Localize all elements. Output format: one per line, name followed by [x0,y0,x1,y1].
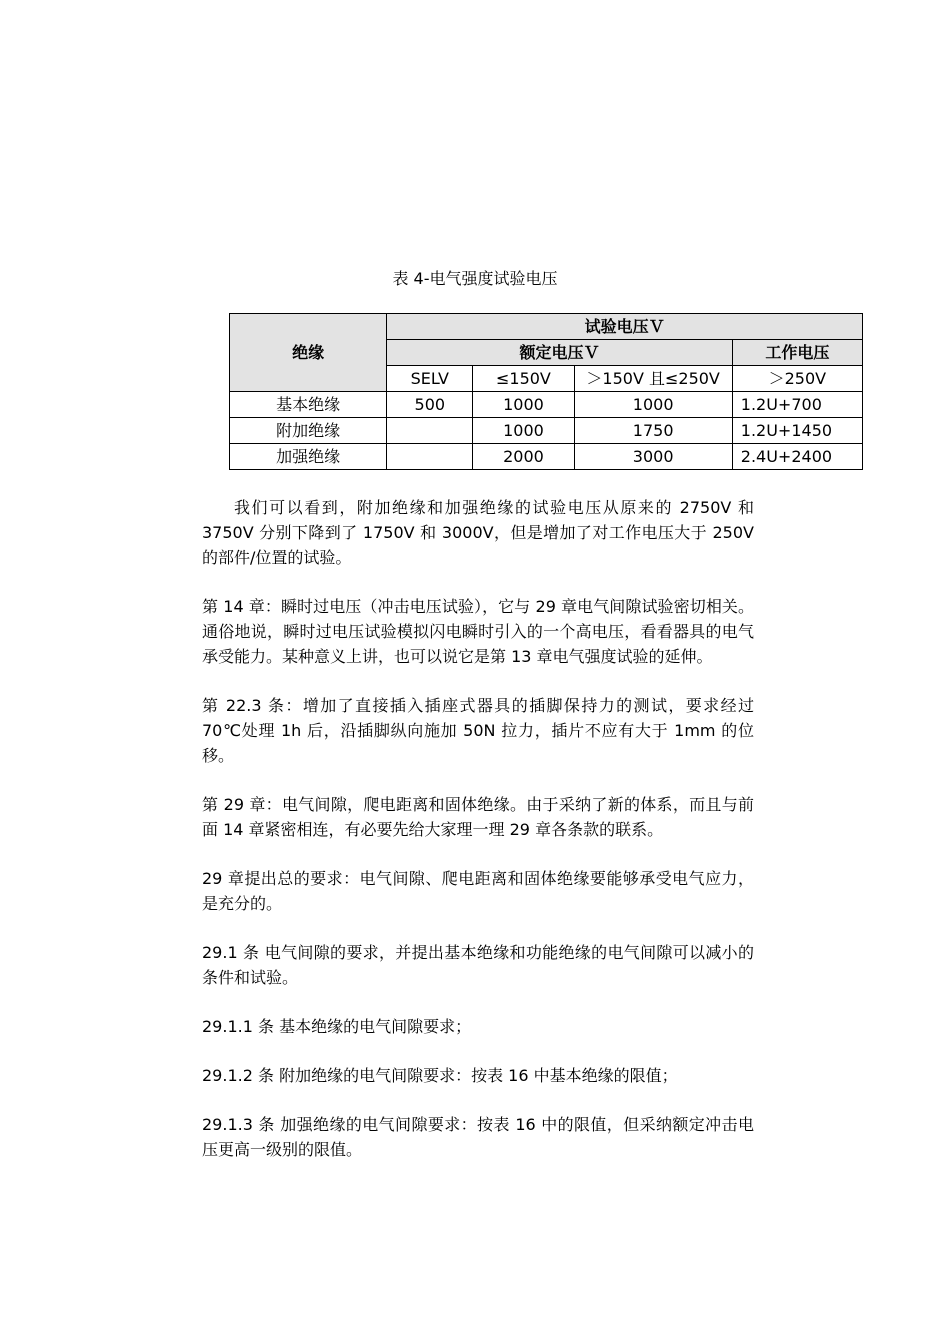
cell-mid: 1750 [574,418,732,444]
paragraph-29-1: 29.1 条 电气间隙的要求，并提出基本绝缘和功能绝缘的电气间隙可以减小的条件和试验。 [202,943,754,987]
table-row [230,418,863,444]
cell-gt250: 1.2U+1450 [732,418,862,444]
cell-mid: 3000 [574,444,732,470]
paragraph-clause-22-3: 第 22.3 条：增加了直接插入插座式器具的插脚保持力的测试，要求经过 70℃处理 1h 后，沿插脚纵向施加 50N 拉力，插片不应有大于 1mm 的位移。 [202,696,754,765]
cell-selv [387,444,473,470]
paragraph-chapter-29: 第 29 章：电气间隙，爬电距离和固体绝缘。由于采纳了新的体系，而且与前面 14 章紧密相连，有必要先给大家理一理 29 章各条款的联系。 [202,795,754,839]
header-test-voltage: 试验电压Ｖ [387,314,863,340]
paragraph-chapter-14: 第 14 章：瞬时过电压（冲击电压试验），它与 29 章电气间隙试验密切相关。通俗地说，瞬时过电压试验模拟闪电瞬时引入的一个高电压，看看器具的电气承受能力。某种意义上讲，也可以说它是第 13 章电气强度试验的延伸。 [202,597,754,666]
cell-le150: 2000 [473,444,574,470]
cell-le150: 1000 [473,418,574,444]
header-insulation: 绝缘 [230,314,387,392]
table-row [230,444,863,470]
col-gt250: ＞250V [732,366,862,392]
cell-gt250: 1.2U+700 [732,392,862,418]
paragraph-29-1-2: 29.1.2 条 附加绝缘的电气间隙要求：按表 16 中基本绝缘的限值； [202,1066,678,1085]
document-body [202,495,754,1186]
paragraph-29-1-1: 29.1.1 条 基本绝缘的电气间隙要求； [202,1017,472,1036]
table-caption [0,268,950,290]
header-rated-voltage: 额定电压Ｖ [387,340,733,366]
row-name: 附加绝缘 [230,418,387,444]
paragraph-voltage-summary: 我们可以看到，附加绝缘和加强绝缘的试验电压从原来的 2750V 和 3750V 分别下降到了 1750V 和 3000V，但是增加了对工作电压大于 250V 的部件/位置的试验。 [202,498,754,567]
cell-le150: 1000 [473,392,574,418]
header-working-voltage: 工作电压 [732,340,862,366]
cell-selv [387,418,473,444]
col-selv: SELV [387,366,473,392]
paragraph-29-1-3: 29.1.3 条 加强绝缘的电气间隙要求：按表 16 中的限值，但采纳额定冲击电压更高一级别的限值。 [202,1115,754,1159]
col-le150: ≤150V [473,366,574,392]
paragraph-29-general: 29 章提出总的要求：电气间隙、爬电距离和固体绝缘要能够承受电气应力，是充分的。 [202,869,754,913]
table-row [230,392,863,418]
row-name: 基本绝缘 [230,392,387,418]
col-150-250: ＞150V 且≤250V [574,366,732,392]
table-caption-text: 表 4-电气强度试验电压 [392,269,558,288]
cell-mid: 1000 [574,392,732,418]
row-name: 加强绝缘 [230,444,387,470]
test-voltage-table [229,313,863,470]
table-header-row-1 [230,314,863,340]
cell-gt250: 2.4U+2400 [732,444,862,470]
cell-selv: 500 [387,392,473,418]
